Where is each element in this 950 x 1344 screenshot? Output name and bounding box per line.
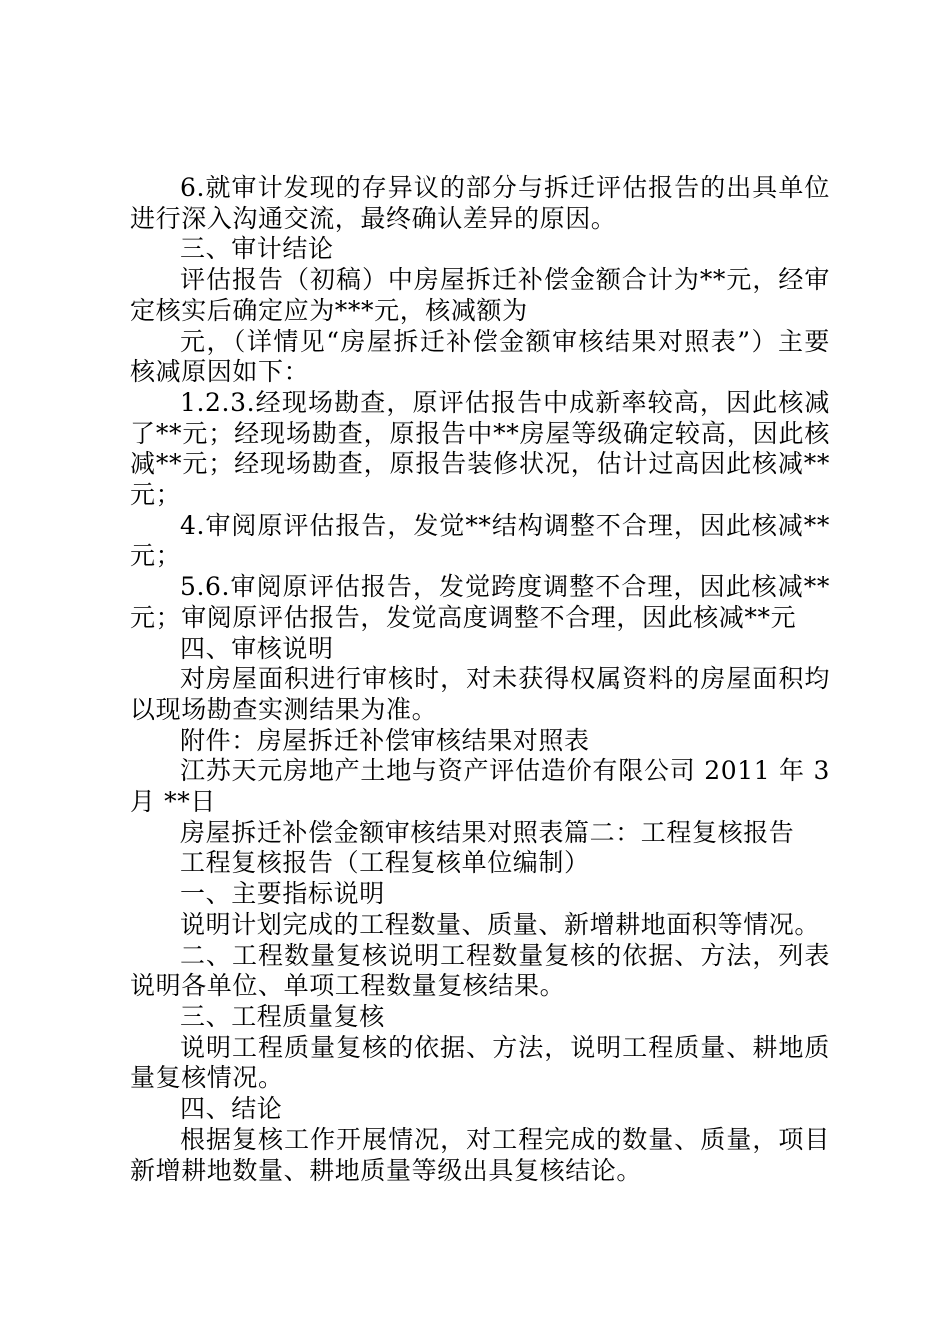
paragraph-quality-desc: 说明工程质量复核的依据、方法，说明工程质量、耕地质量复核情况。 bbox=[130, 1032, 830, 1093]
document-body bbox=[130, 173, 830, 1186]
paragraph-item6-communication: 6.就审计发现的存异议的部分与拆迁评估报告的出具单位进行深入沟通交流，最终确认差异的原因。 bbox=[130, 173, 830, 233]
heading-review-notes: 四、审核说明 bbox=[180, 633, 334, 663]
paragraph-item-4: 4.审阅原评估报告，发觉**结构调整不合理，因此核减**元； bbox=[130, 510, 830, 571]
paragraph-reduction-reasons-intro: 元，（详情见“房屋拆迁补偿金额审核结果对照表”）主要核减原因如下： bbox=[130, 326, 830, 387]
paragraph-report-subtitle: 工程复核报告（工程复核单位编制） bbox=[180, 848, 590, 878]
heading-conclusion: 四、结论 bbox=[180, 1094, 283, 1124]
paragraph-items-1-2-3: 1.2.3.经现场勘查，原评估报告中成新率较高，因此核减了**元；经现场勘查，原报告中**房屋等级确定较高，因此核减**元；经现场勘查，原报告装修状况，估计过高因此核减**元； bbox=[130, 387, 830, 510]
paragraph-signature-date: 江苏天元房地产土地与资产评估造价有限公司 2011 年 3 月 **日 bbox=[130, 756, 830, 817]
paragraph-items-5-6: 5.6.审阅原评估报告，发觉跨度调整不合理，因此核减**元；审阅原评估报告，发觉高度调整不合理，因此核减**元 bbox=[130, 572, 830, 632]
paragraph-area-review: 对房屋面积进行审核时，对未获得权属资料的房屋面积均以现场勘查实测结果为准。 bbox=[130, 664, 830, 724]
paragraph-conclusion-desc: 根据复核工作开展情况，对工程完成的数量、质量，项目新增耕地数量、耕地质量等级出具复核结论。 bbox=[130, 1124, 830, 1185]
heading-quality-review: 三、工程质量复核 bbox=[180, 1001, 385, 1031]
paragraph-indicators-desc: 说明计划完成的工程数量、质量、新增耕地面积等情况。 bbox=[180, 909, 821, 939]
heading-audit-conclusion: 三、审计结论 bbox=[180, 234, 334, 264]
paragraph-attachment: 附件：房屋拆迁补偿审核结果对照表 bbox=[180, 725, 590, 755]
heading-main-indicators: 一、主要指标说明 bbox=[180, 879, 385, 909]
paragraph-assessment-total: 评估报告（初稿）中房屋拆迁补偿金额合计为**元，经审定核实后确定应为***元，核减额为 bbox=[130, 265, 830, 325]
paragraph-part-two-title: 房屋拆迁补偿金额审核结果对照表篇二：工程复核报告 bbox=[180, 817, 795, 847]
paragraph-quantity-review: 二、工程数量复核说明工程数量复核的依据、方法，列表说明各单位、单项工程数量复核结果。 bbox=[130, 940, 830, 1001]
